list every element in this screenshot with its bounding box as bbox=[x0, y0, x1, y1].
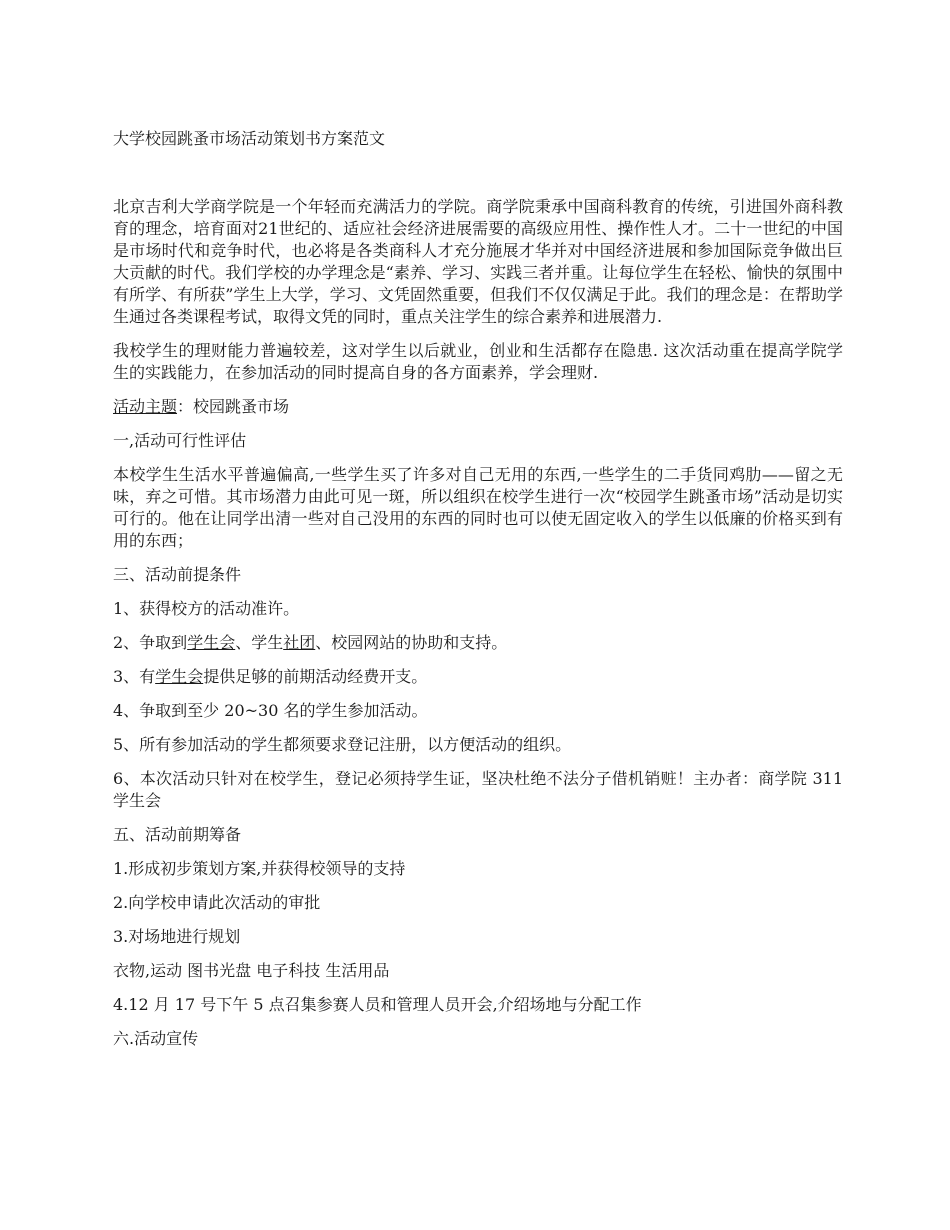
section-feasibility-heading: 一,活动可行性评估 bbox=[113, 431, 247, 450]
condition-3 bbox=[113, 666, 843, 688]
document-title: 大学校园跳蚤市场活动策划书方案范文 bbox=[113, 129, 386, 148]
intro-paragraph-2: 我校学生的理财能力普遍较差，这对学生以后就业，创业和生活都存在隐患. 这次活动重在提高学院学生的实践能力，在参加活动的同时提高自身的各方面素养，学会理财. bbox=[113, 341, 843, 382]
condition-6: 6、本次活动只针对在校学生，登记必须持学生证，坚决杜绝不法分子借机销赃！主办者：商学院 311 学生会 bbox=[113, 769, 843, 810]
activity-theme bbox=[113, 396, 843, 418]
theme-label: 活动主题 bbox=[113, 397, 178, 416]
condition-4: 4、争取到至少 20~30 名的学生参加活动。 bbox=[113, 701, 428, 720]
venue-categories: 衣物,运动 图书光盘 电子科技 生活用品 bbox=[113, 961, 390, 980]
preparation-3: 3.对场地进行规划 bbox=[113, 927, 241, 946]
section-conditions-heading: 三、活动前提条件 bbox=[113, 565, 242, 584]
section-feasibility-text: 本校学生生活水平普遍偏高,一些学生买了许多对自己无用的东西,一些学生的二手货同鸡肋——留之无味，弃之可惜。其市场潜力由此可见一斑，所以组织在校学生进行一次“校园学生跳蚤市场”活动是切实可行的。他在让同学出清一些对自己没用的东西的同时也可以使无固定收入的学生以低廉的价格买到有用的东西； bbox=[113, 465, 843, 550]
theme-value: ：校园跳蚤市场 bbox=[177, 397, 290, 416]
intro-paragraph-1: 北京吉利大学商学院是一个年轻而充满活力的学院。商学院秉承中国商科教育的传统，引进国外商科教育的理念，培育面对21世纪的、适应社会经济进展需要的高级应用性、操作性人才。二十一世纪的中国是市场时代和竞争时代，也必将是各类商科人才充分施展才华并对中国经济进展和参加国际竞争做出巨大贡献的时代。我们学校的办学理念是“素养、学习、实践三者并重。让每位学生在轻松、愉快的氛围中有所学、有所获”学生上大学，学习、文凭固然重要，但我们不仅仅满足于此。我们的理念是：在帮助学生通过各类课程考试，取得文凭的同时，重点关注学生的综合素养和进展潜力. bbox=[113, 197, 843, 326]
condition-2-text-b: 、学生 bbox=[235, 633, 284, 652]
section-preparation-heading: 五、活动前期筹备 bbox=[113, 825, 242, 844]
condition-2 bbox=[113, 632, 843, 654]
preparation-2: 2.向学校申请此次活动的审批 bbox=[113, 893, 321, 912]
section-promotion-heading: 六.活动宣传 bbox=[113, 1029, 199, 1048]
condition-3-text-a: 3、有 bbox=[113, 667, 156, 686]
document-body bbox=[113, 196, 843, 1062]
condition-2-text-a: 2、争取到 bbox=[113, 633, 188, 652]
condition-5: 5、所有参加活动的学生都须要求登记注册，以方便活动的组织。 bbox=[113, 735, 572, 754]
preparation-4: 4.12 月 17 号下午 5 点召集参赛人员和管理人员开会,介绍场地与分配工作 bbox=[113, 995, 642, 1014]
student-union-link-2[interactable]: 学生会 bbox=[155, 667, 204, 686]
condition-3-text-b: 提供足够的前期活动经费开支。 bbox=[203, 667, 428, 686]
condition-1: 1、获得校方的活动准许。 bbox=[113, 599, 300, 618]
student-union-link[interactable]: 学生会 bbox=[187, 633, 236, 652]
condition-2-text-c: 、校园网站的协助和支持。 bbox=[315, 633, 508, 652]
preparation-1: 1.形成初步策划方案,并获得校领导的支持 bbox=[113, 859, 406, 878]
club-link[interactable]: 社团 bbox=[283, 633, 316, 652]
